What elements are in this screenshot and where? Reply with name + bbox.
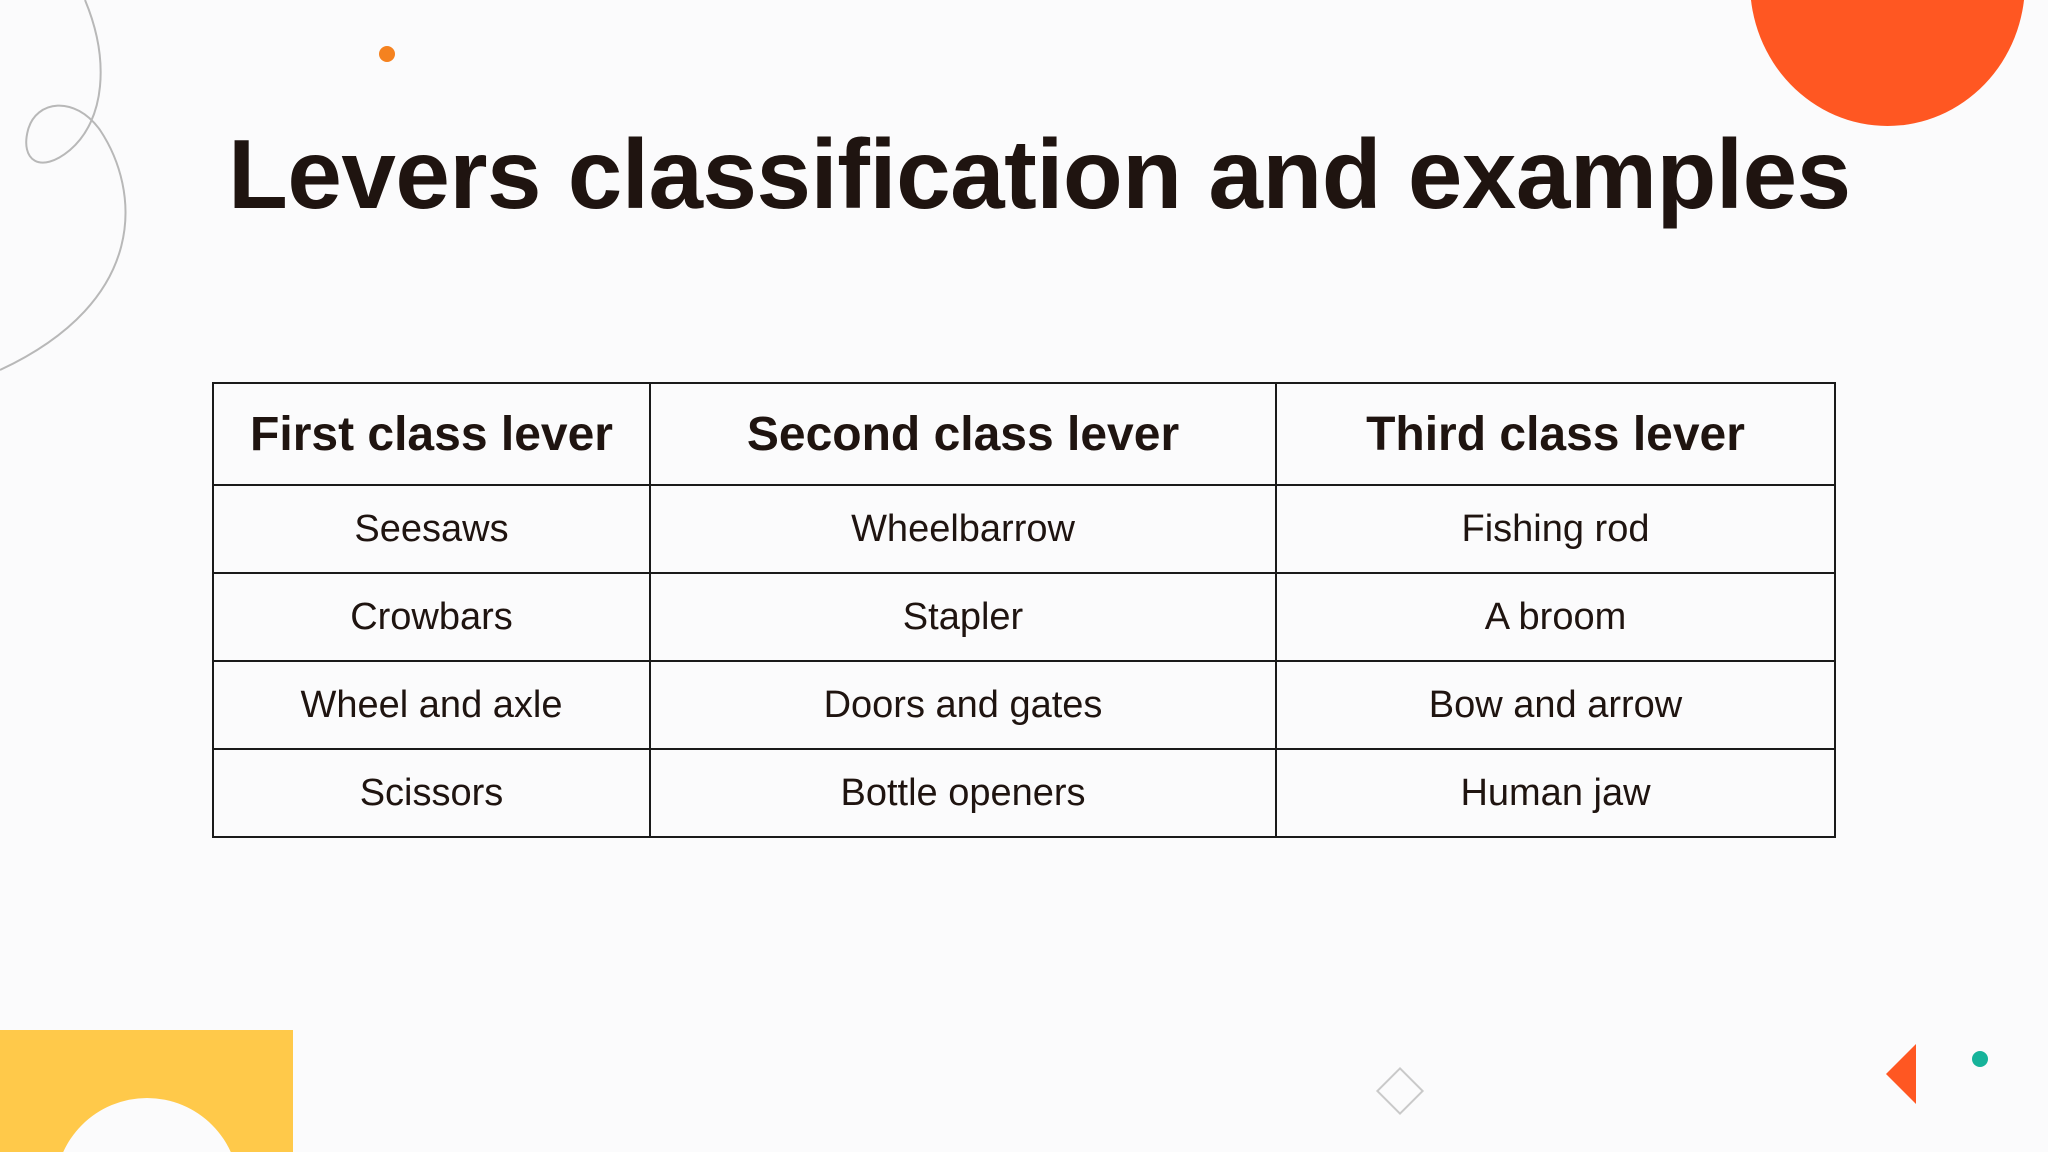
- diamond-outline-decoration: [1376, 1067, 1424, 1115]
- table-cell: Crowbars: [213, 573, 650, 661]
- table-cell: Fishing rod: [1276, 485, 1835, 573]
- orange-circle-decoration: [1750, 0, 2025, 126]
- table-cell: Doors and gates: [650, 661, 1276, 749]
- table-cell: A broom: [1276, 573, 1835, 661]
- semicircle-cutout-decoration: [55, 1098, 239, 1152]
- header-first-class: First class lever: [213, 383, 650, 485]
- table-row: [213, 661, 1835, 749]
- table-cell: Stapler: [650, 573, 1276, 661]
- table-header-row: [213, 383, 1835, 485]
- slide-title: Levers classification and examples: [228, 119, 1851, 229]
- yellow-block-decoration: [0, 1030, 293, 1152]
- table-row: [213, 485, 1835, 573]
- levers-table: [212, 382, 1836, 838]
- table-cell: Wheel and axle: [213, 661, 650, 749]
- table-row: [213, 573, 1835, 661]
- table-cell: Seesaws: [213, 485, 650, 573]
- table-cell: Scissors: [213, 749, 650, 837]
- teal-dot-decoration: [1972, 1051, 1988, 1067]
- table-cell: Bottle openers: [650, 749, 1276, 837]
- table-cell: Bow and arrow: [1276, 661, 1835, 749]
- header-second-class: Second class lever: [650, 383, 1276, 485]
- orange-dot-decoration: [379, 46, 395, 62]
- table-cell: Human jaw: [1276, 749, 1835, 837]
- orange-triangle-decoration: [1886, 1044, 1916, 1104]
- table-row: [213, 749, 1835, 837]
- table-cell: Wheelbarrow: [650, 485, 1276, 573]
- header-third-class: Third class lever: [1276, 383, 1835, 485]
- swirl-line-decoration: [0, 0, 150, 380]
